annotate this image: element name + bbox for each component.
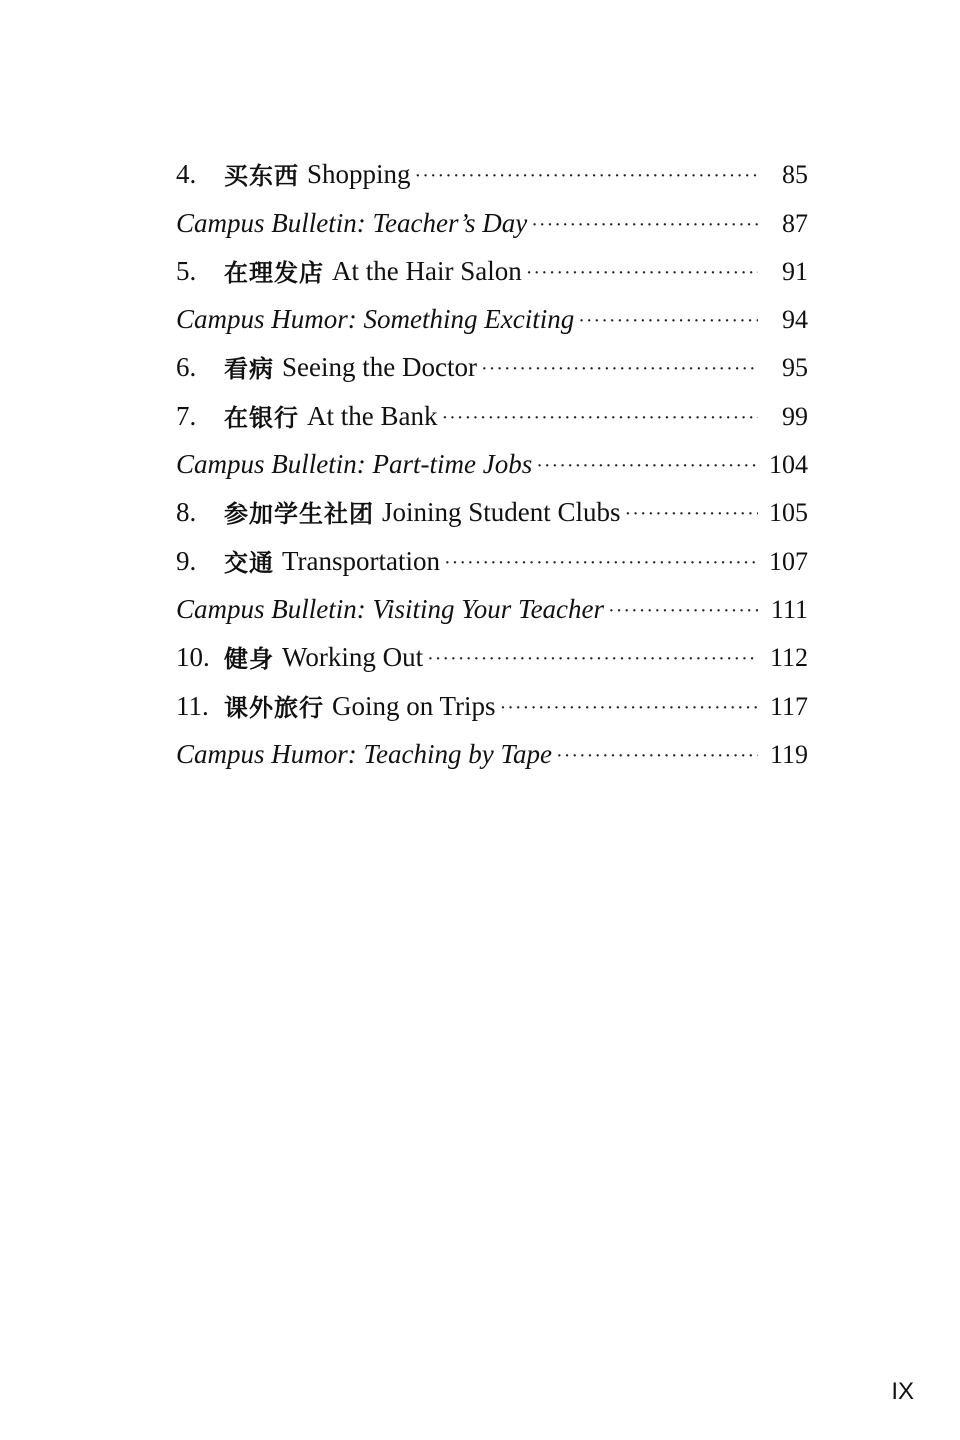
entry-page-number: 104	[769, 450, 808, 480]
dot-leader	[415, 166, 758, 186]
entry-number: 9.	[176, 545, 197, 576]
entry-page-number: 99	[782, 401, 808, 431]
entry-number: 7.	[176, 400, 197, 431]
entry-number: 10.	[176, 642, 210, 673]
entry-number: 5.	[176, 255, 197, 286]
entry-title: At the Hair Salon	[332, 255, 522, 286]
entry-title: At the Bank	[307, 400, 438, 431]
entry-page-number: 87	[782, 208, 808, 238]
entry-title: Campus Bulletin: Visiting Your Teacher	[176, 593, 605, 624]
entry-chinese-title: 在银行	[224, 403, 299, 432]
entry-title: Seeing the Doctor	[282, 352, 477, 383]
entry-page-number: 111	[770, 594, 808, 624]
page-number: IX	[891, 1378, 914, 1405]
entry-title: Transportation	[282, 545, 441, 576]
toc-chapter-entry	[176, 623, 808, 674]
entry-page-number: 112	[769, 643, 808, 673]
dot-leader	[444, 553, 758, 573]
entry-title: Campus Humor: Teaching by Tape	[176, 738, 553, 769]
entry-page-number: 94	[782, 305, 808, 335]
entry-title: Campus Bulletin: Part-time Jobs	[176, 449, 533, 480]
entry-number: 11.	[176, 690, 209, 721]
entry-number: 8.	[176, 497, 197, 528]
entry-title: Working Out	[282, 642, 424, 673]
dot-leader	[608, 601, 758, 621]
entry-page-number: 105	[769, 498, 808, 528]
entry-chinese-title: 参加学生社团	[224, 500, 374, 529]
toc-bulletin-entry	[176, 188, 808, 236]
entry-title: Shopping	[307, 159, 411, 190]
toc-chapter-entry	[176, 333, 808, 384]
dot-leader	[536, 456, 758, 476]
entry-title: Going on Trips	[332, 690, 496, 721]
entry-title: Campus Bulletin: Teacher’s Day	[176, 207, 528, 238]
dot-leader	[625, 504, 758, 524]
toc-chapter-entry	[176, 237, 808, 285]
toc-chapter-entry	[176, 140, 808, 191]
toc-bulletin-entry	[176, 285, 808, 333]
entry-chinese-title: 看病	[224, 355, 274, 384]
entry-chinese-title: 交通	[224, 548, 274, 577]
entry-chinese-title: 健身	[224, 645, 274, 674]
entry-chinese-title: 买东西	[224, 162, 299, 191]
entry-page-number: 91	[782, 256, 808, 286]
dot-leader	[500, 698, 758, 718]
entry-page-number: 119	[769, 739, 808, 769]
toc-bulletin-entry	[176, 430, 808, 478]
toc-chapter-entry	[176, 526, 808, 577]
toc-chapter-entry	[176, 381, 808, 432]
dot-leader	[556, 746, 758, 766]
toc-chapter-entry	[176, 478, 808, 529]
dot-leader	[481, 359, 758, 379]
entry-page-number: 85	[782, 160, 808, 190]
dot-leader	[578, 311, 758, 331]
entry-number: 4.	[176, 159, 197, 190]
dot-leader	[427, 649, 758, 669]
entry-page-number: 107	[769, 546, 808, 576]
entry-title: Campus Humor: Something Exciting	[176, 304, 575, 335]
entry-chinese-title: 在理发店	[224, 258, 324, 287]
dot-leader	[441, 408, 758, 428]
entry-title: Joining Student Clubs	[382, 497, 621, 528]
toc-chapter-entry	[176, 671, 808, 722]
toc-bulletin-entry	[176, 575, 808, 623]
dot-leader	[526, 263, 758, 283]
entry-page-number: 117	[769, 691, 808, 721]
toc-bulletin-entry	[176, 720, 808, 768]
entry-chinese-title: 课外旅行	[224, 693, 324, 722]
entry-page-number: 95	[782, 353, 808, 383]
table-of-contents	[176, 140, 808, 768]
entry-number: 6.	[176, 352, 197, 383]
dot-leader	[531, 215, 758, 235]
